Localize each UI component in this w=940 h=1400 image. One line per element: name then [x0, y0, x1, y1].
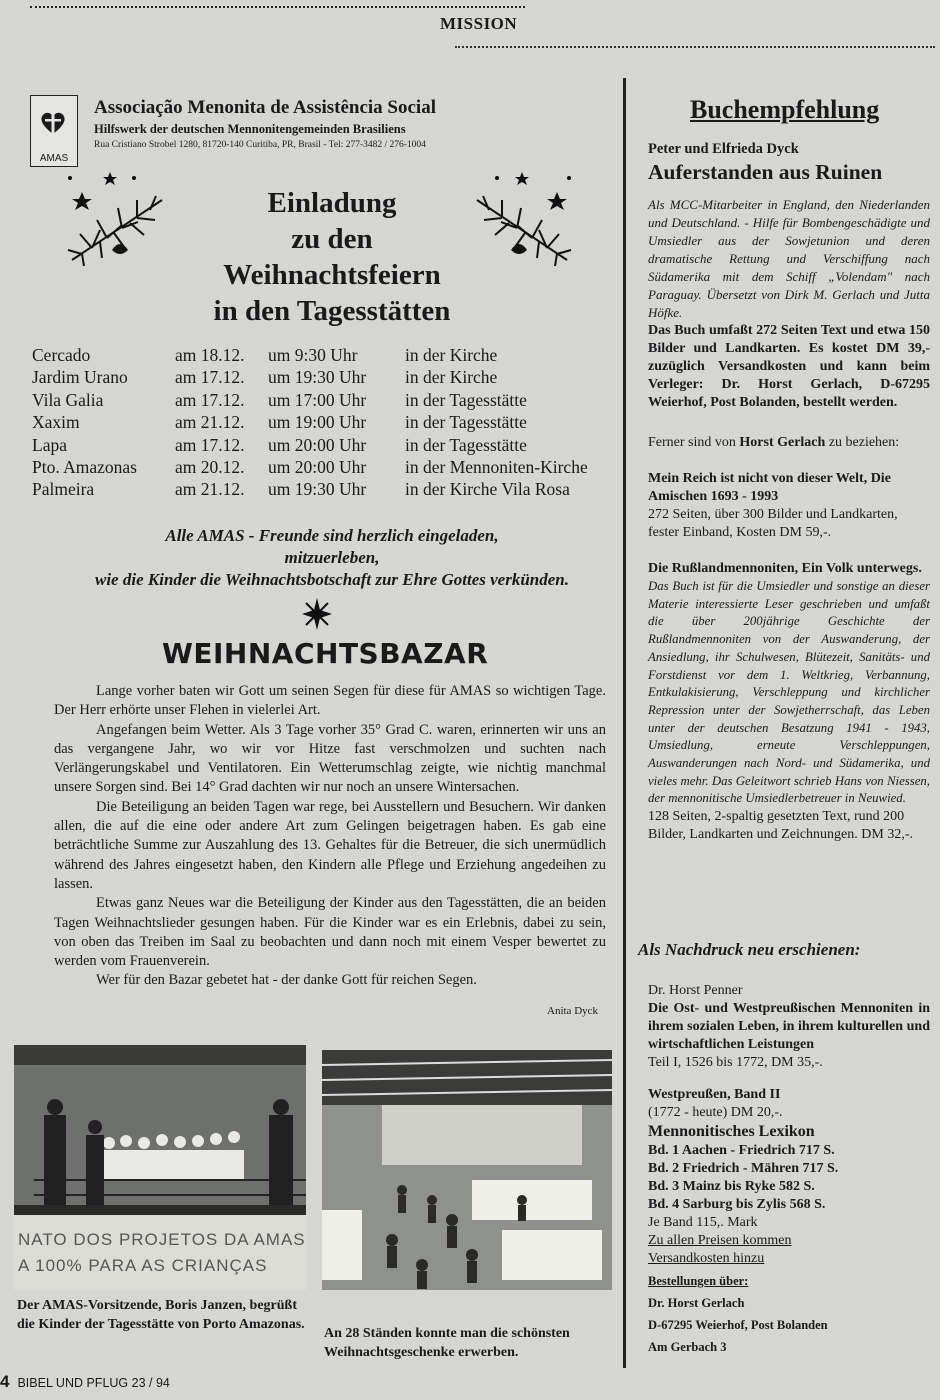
reprint-block: [648, 982, 930, 1356]
lexikon-band: Bd. 3 Mainz bis Ryke 582 S.: [648, 1179, 815, 1194]
schedule-row: [32, 479, 622, 501]
photo-banner-line: A 100% PARA AS CRIANÇAS: [18, 1256, 268, 1275]
place: Cercado: [32, 345, 91, 365]
location: in der Tagesstätte: [405, 412, 527, 433]
schedule-row: [32, 390, 622, 412]
section-label: MISSION: [440, 14, 518, 33]
westpreussen-title: Westpreußen, Band II: [648, 1087, 781, 1102]
book1-authors: Peter und Elfrieda Dyck: [648, 141, 799, 157]
place: Vila Galia: [32, 389, 104, 410]
schedule-row: [32, 435, 622, 457]
price-note: Zu allen Preisen kommen: [648, 1233, 792, 1248]
je-band-price: Je Band 115,. Mark: [648, 1215, 758, 1230]
invite-line: mitzuerleben,: [284, 548, 380, 567]
penner-title: Die Ost- und Westpreußischen Mennoniten in ihrem sozialen Leben, in ihrem kulturellen und wirtschaftlichen Leistungen: [648, 1001, 930, 1052]
org-subtitle: Hilfswerk der deutschen Mennonitengemeinden Brasiliens: [94, 122, 406, 136]
photo-image: [14, 1045, 306, 1290]
title-line: in den Tagesstätten: [213, 295, 451, 327]
book3-info: 128 Seiten, 2-spaltig gesetzten Text, rund 200 Bilder, Landkarten und Zeichnungen. DM 32,-.: [648, 809, 913, 843]
christmas-branch-icon: [62, 170, 172, 270]
org-address: Rua Cristiano Strobel 1280, 81720-140 Curitiba, PR, Brasil - Tel: 277-3482 / 276-1004: [94, 140, 426, 150]
schedule-row: [32, 457, 622, 479]
page-footer: [0, 1372, 170, 1392]
paragraph: Etwas ganz Neues war die Beteiligung der Kinder aus den Tagesstätten, die an beiden Tagen Weihnachtslieder gesungen haben. Für die Kinder war es ein Erlebnis, dabei zu sein, von oben das Treiben im Saal zu beobachten und dann noch mit einem Vesper bewertet zu werden vom Frauenverein.: [54, 895, 606, 970]
amas-article: [17, 85, 617, 1375]
title-line: Einladung: [267, 187, 397, 219]
time: um 19:00 Uhr: [268, 412, 367, 433]
schedule-row: [32, 367, 622, 389]
westpreussen-info: (1772 - heute) DM 20,-.: [648, 1105, 783, 1120]
schedule-row: [32, 412, 622, 434]
book1-title: Auferstanden aus Ruinen: [648, 160, 883, 184]
title-line: Weihnachtsfeiern: [223, 259, 441, 291]
location: in der Tagesstätte: [405, 389, 527, 410]
paragraph: Lange vorher baten wir Gott um seinen Segen für diese für AMAS so wichtigen Tage. Der Herr erhörte unser Flehen in vielerlei Art.: [54, 683, 606, 719]
book3-description: Das Buch ist für die Umsiedler und sonstige an dieser Materie interessierte Leser geschrieben und umfaßt die über 200jährige Geschichte der Rußlandmennoniten von der Auswanderung, der Ansiedlung, ihr Schulwesen, Blütezeit, Sanitäts- und Forstdienst vor dem 1. Weltkrieg, Verbannung, Entkulakisierung, Verschleppung und kirchlicher Repression unter der Sowjetherrschaft, das Leben unter der deutschen Besatzung 1941 - 1943, Umsiedlung, erneute Verschleppungen, Auswanderungen nach Nord- und Südamerika, und vieles mehr. Das Geleitwort schrieb Hans von Niessen, der mennonitische Umsiedlerbetreuer in Neuwied.: [648, 579, 930, 806]
photo-image: [322, 1050, 612, 1290]
title-line: zu den: [291, 223, 373, 255]
place: Jardim Urano: [32, 367, 128, 388]
location: in der Kirche: [405, 345, 498, 365]
photo-children-singing: [14, 1045, 306, 1290]
invite-line: wie die Kinder die Weihnachtsbotschaft zur Ehre Gottes verkünden.: [95, 570, 569, 589]
invitation-title: [172, 185, 492, 329]
column-divider: [623, 78, 626, 1368]
heart-cross-icon: [39, 110, 67, 136]
schedule-table: [32, 345, 622, 502]
paragraph: Wer für den Bazar gebetet hat - der danke Gott für reichen Segen.: [96, 972, 477, 989]
price-note: Versandkosten hinzu: [648, 1251, 765, 1266]
paragraph: Die Beteiligung an beiden Tagen war rege, bei Ausstellern und Besuchern. Wir danken allen, die auf die eine oder andere Art zum Gelingen beigetragen haben. Es gab eine beträchtliche Summe zur Auszahlung des 13. Gehaltes für die Betreuer, die sich unermüdlich während des Jahres eingesetzt haben, den Kindern alle Pflege und Erziehung angedeihen zu lassen.: [54, 798, 606, 892]
date: am 17.12.: [175, 367, 245, 388]
ferner-text: [648, 434, 930, 452]
schedule-row: [32, 345, 622, 367]
date: am 18.12.: [175, 345, 245, 365]
time: um 19:30 Uhr: [268, 479, 367, 500]
ferner-post: zu beziehen:: [825, 435, 900, 450]
book1-block: [648, 140, 930, 844]
order-address: D-67295 Weierhof, Post Bolanden: [648, 1318, 828, 1332]
lexikon-band: Bd. 4 Sarburg bis Zylis 568 S.: [648, 1197, 826, 1212]
time: um 9:30 Uhr: [268, 345, 358, 365]
lexikon-band: Bd. 1 Aachen - Friedrich 717 S.: [648, 1143, 835, 1158]
place: Lapa: [32, 434, 67, 455]
date: am 21.12.: [175, 412, 245, 433]
bazar-title: WEIHNACHTSBAZAR: [162, 637, 489, 670]
location: in der Tagesstätte: [405, 434, 527, 455]
magazine-name: BIBEL UND PFLUG 23 / 94: [17, 1376, 170, 1390]
time: um 19:30 Uhr: [268, 367, 367, 388]
invite-line: Alle AMAS - Freunde sind herzlich eingeladen,: [165, 526, 499, 545]
time: um 17:00 Uhr: [268, 389, 367, 410]
location: in der Mennoniten-Kirche: [405, 456, 588, 477]
photo-banner-line: NATO DOS PROJETOS DA AMAS: [18, 1230, 306, 1249]
book3-title: Die Rußlandmennoniten, Ein Volk unterwegs.: [648, 561, 922, 576]
photo-caption: Der AMAS-Vorsitzende, Boris Janzen, begrüßt die Kinder der Tagesstätte von Porto Amazonas.: [17, 1298, 305, 1332]
snowflake-star-icon: [300, 597, 334, 631]
ferner-name: Horst Gerlach: [739, 435, 826, 450]
right-dotted-rule: [455, 46, 935, 48]
logo-text: AMAS: [39, 153, 69, 164]
photo-caption: An 28 Ständen konnte man die schönsten Weihnachtsgeschenke erwerben.: [324, 1326, 570, 1360]
date: am 20.12.: [175, 456, 245, 477]
time: um 20:00 Uhr: [268, 456, 367, 477]
place: Palmeira: [32, 479, 95, 500]
page-number: 4: [0, 1372, 10, 1391]
book-section-title: Buchempfehlung: [690, 95, 880, 124]
order-heading: Bestellungen über:: [648, 1274, 749, 1288]
amas-logo: [30, 95, 78, 167]
author-signature: Anita Dyck: [547, 1005, 599, 1017]
lexikon-title: Mennonitisches Lexikon: [648, 1123, 815, 1140]
book1-info: Das Buch umfaßt 272 Seiten Text und etwa 150 Bilder und Landkarten. Es kostet DM 39,- zuzüglich Versandkosten und kann beim Verleger: Dr. Horst Gerlach, D-67295 Weierhof, Post Bolanden, bestellt werden.: [648, 323, 930, 410]
place: Pto. Amazonas: [32, 456, 137, 477]
date: am 17.12.: [175, 389, 245, 410]
order-address: Am Gerbach 3: [648, 1340, 727, 1354]
location: in der Kirche: [405, 367, 498, 388]
penner-author: Dr. Horst Penner: [648, 983, 743, 998]
paragraph: Angefangen beim Wetter. Als 3 Tage vorher 35° Grad C. waren, erinnerten wir uns an das vergangene Jahr, wo wir vor Hitze fast verschmolzen und suchten nach Verlängerungskabel und Ventilatoren. Ein Wetterumschlag zeigte, wie nichtig manchmal unsere Sorgen sind. Bei 14° Grad dachten wir nur noch an unsere Wintersachen.: [54, 721, 606, 796]
lexikon-band: Bd. 2 Friedrich - Mähren 717 S.: [648, 1161, 839, 1176]
reprint-heading: Als Nachdruck neu erschienen:: [638, 940, 861, 959]
ferner-pre: Ferner sind von: [648, 435, 740, 450]
place: Xaxim: [32, 412, 80, 433]
invitation-text: [52, 525, 612, 591]
penner-info: Teil I, 1526 bis 1772, DM 35,-.: [648, 1055, 823, 1070]
bazar-article-text: [54, 682, 606, 991]
date: am 21.12.: [175, 479, 245, 500]
location: in der Kirche Vila Rosa: [405, 479, 570, 500]
book-recommendations: [630, 60, 930, 1370]
top-dotted-rule: [30, 6, 525, 8]
photo-bazar-hall: [322, 1050, 612, 1290]
time: um 20:00 Uhr: [268, 434, 367, 455]
book1-description: Als MCC-Mitarbeiter in England, den Niederlanden und Deutschland. - Hilfe für Bombengeschädigte und Umsiedler aus der Sowjetunion und deren dramatische Rettung und Verschiffung nach Südamerika mit dem Schiff „Volendam" nach Paraguay. Übersetzt von Dirk M. Gerlach und Jutta Höfke.: [648, 197, 930, 320]
order-address: Dr. Horst Gerlach: [648, 1296, 745, 1310]
org-name: Associação Menonita de Assistência Social: [94, 97, 436, 118]
book2-title: Mein Reich ist nicht von dieser Welt, Die Amischen 1693 - 1993: [648, 471, 891, 504]
book2-info: 272 Seiten, über 300 Bilder und Landkarten, fester Einband, Kosten DM 59,-.: [648, 507, 898, 540]
date: am 17.12.: [175, 434, 245, 455]
